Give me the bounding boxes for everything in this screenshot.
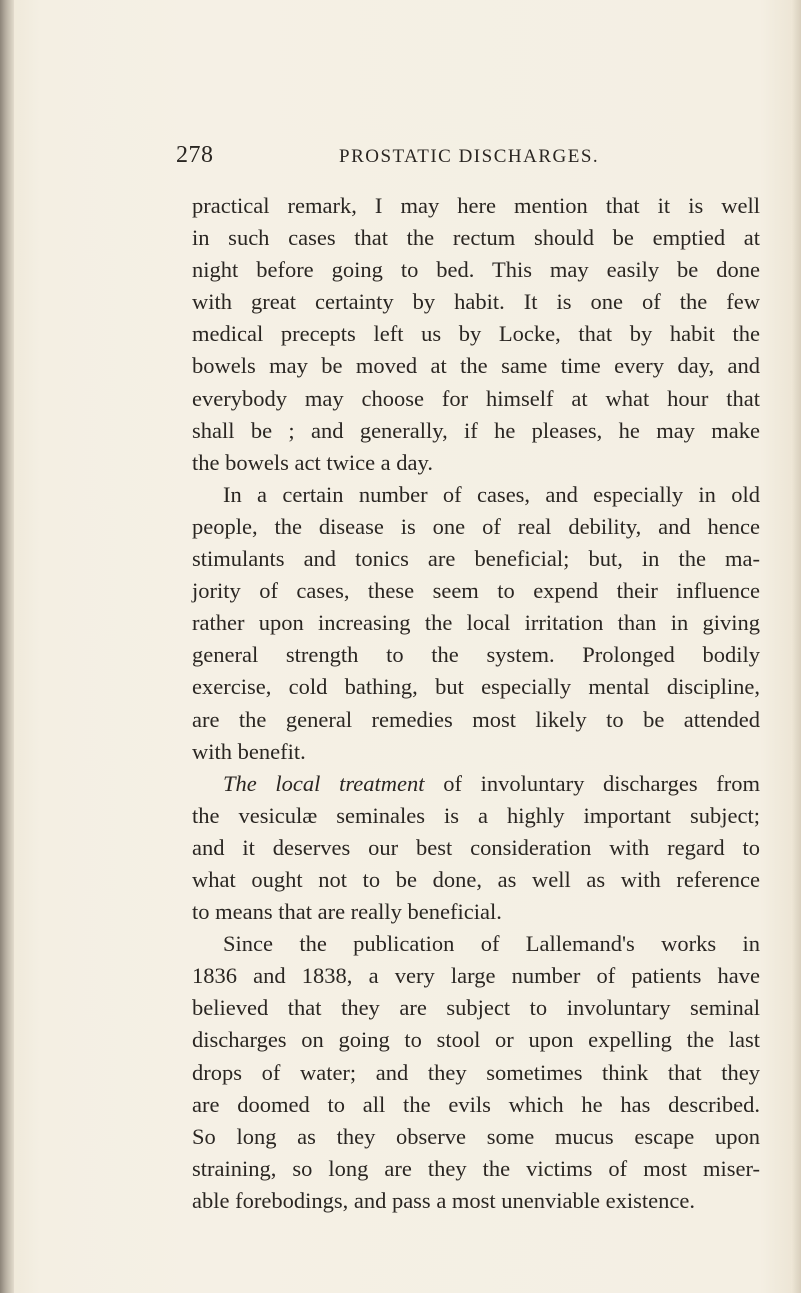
text-line: In a certain number of cases, and especially in old	[223, 481, 760, 507]
text-line: practical remark, I may here mention that it is well	[192, 193, 760, 218]
text-line: bowels may be moved at the same time every day, and	[192, 353, 760, 379]
body-text	[192, 190, 760, 1217]
text-line: what ought not to be done, as well as with reference	[192, 866, 760, 892]
italic-lead: The local treatment	[223, 770, 425, 796]
text-line: believed that they are subject to involuntary seminal	[192, 995, 760, 1021]
text-line: jority of cases, these seem to expend their influence	[192, 578, 760, 604]
text-line: 1836 and 1838, a very large number of patients have	[192, 963, 760, 989]
text-line: people, the disease is one of real debility, and hence	[192, 513, 760, 539]
text-line: are doomed to all the evils which he has described.	[192, 1091, 760, 1117]
text-line: able forebodings, and pass a most unenviable existence.	[192, 1187, 695, 1213]
text-line: So long as they observe some mucus escape upon	[192, 1123, 760, 1149]
running-title: PROSTATIC DISCHARGES.	[339, 146, 600, 167]
binding-gutter	[0, 0, 14, 1293]
text-line-rest: of involuntary discharges from	[443, 770, 760, 796]
text-line: exercise, cold bathing, but especially mental discipline,	[192, 674, 760, 700]
page-edge	[791, 0, 801, 1293]
text-line: straining, so long are they the victims of most miser-	[192, 1155, 760, 1181]
text-line: Since the publication of Lallemand's works in	[223, 931, 760, 957]
text-line: shall be ; and generally, if he pleases, he may make	[192, 417, 760, 443]
text-line: discharges on going to stool or upon expelling the last	[192, 1027, 760, 1053]
text-line: rather upon increasing the local irritation than in giving	[192, 610, 760, 636]
text-line: the vesiculæ seminales is a highly important subject;	[192, 802, 760, 828]
text-line: and it deserves our best consideration with regard to	[192, 834, 760, 860]
text-line: medical precepts left us by Locke, that by habit the	[192, 321, 760, 347]
text-line: night before going to bed. This may easily be done	[192, 257, 760, 283]
text-line-with-italic-lead	[192, 768, 760, 800]
text-line: with great certainty by habit. It is one of the few	[192, 289, 760, 315]
text-line: to means that are really beneficial.	[192, 899, 502, 925]
text-line: drops of water; and they sometimes think that they	[192, 1059, 760, 1085]
text-line: general strength to the system. Prolonged bodily	[192, 642, 760, 668]
text-line: are the general remedies most likely to be attended	[192, 706, 760, 732]
page-number: 278	[176, 142, 214, 168]
text-line: the bowels act twice a day.	[192, 449, 433, 475]
text-line: with benefit.	[192, 738, 306, 764]
page-header	[0, 142, 801, 172]
text-line: everybody may choose for himself at what hour that	[192, 385, 760, 411]
text-line: stimulants and tonics are beneficial; but, in the ma-	[192, 546, 760, 572]
text-line: in such cases that the rectum should be emptied at	[192, 225, 760, 251]
